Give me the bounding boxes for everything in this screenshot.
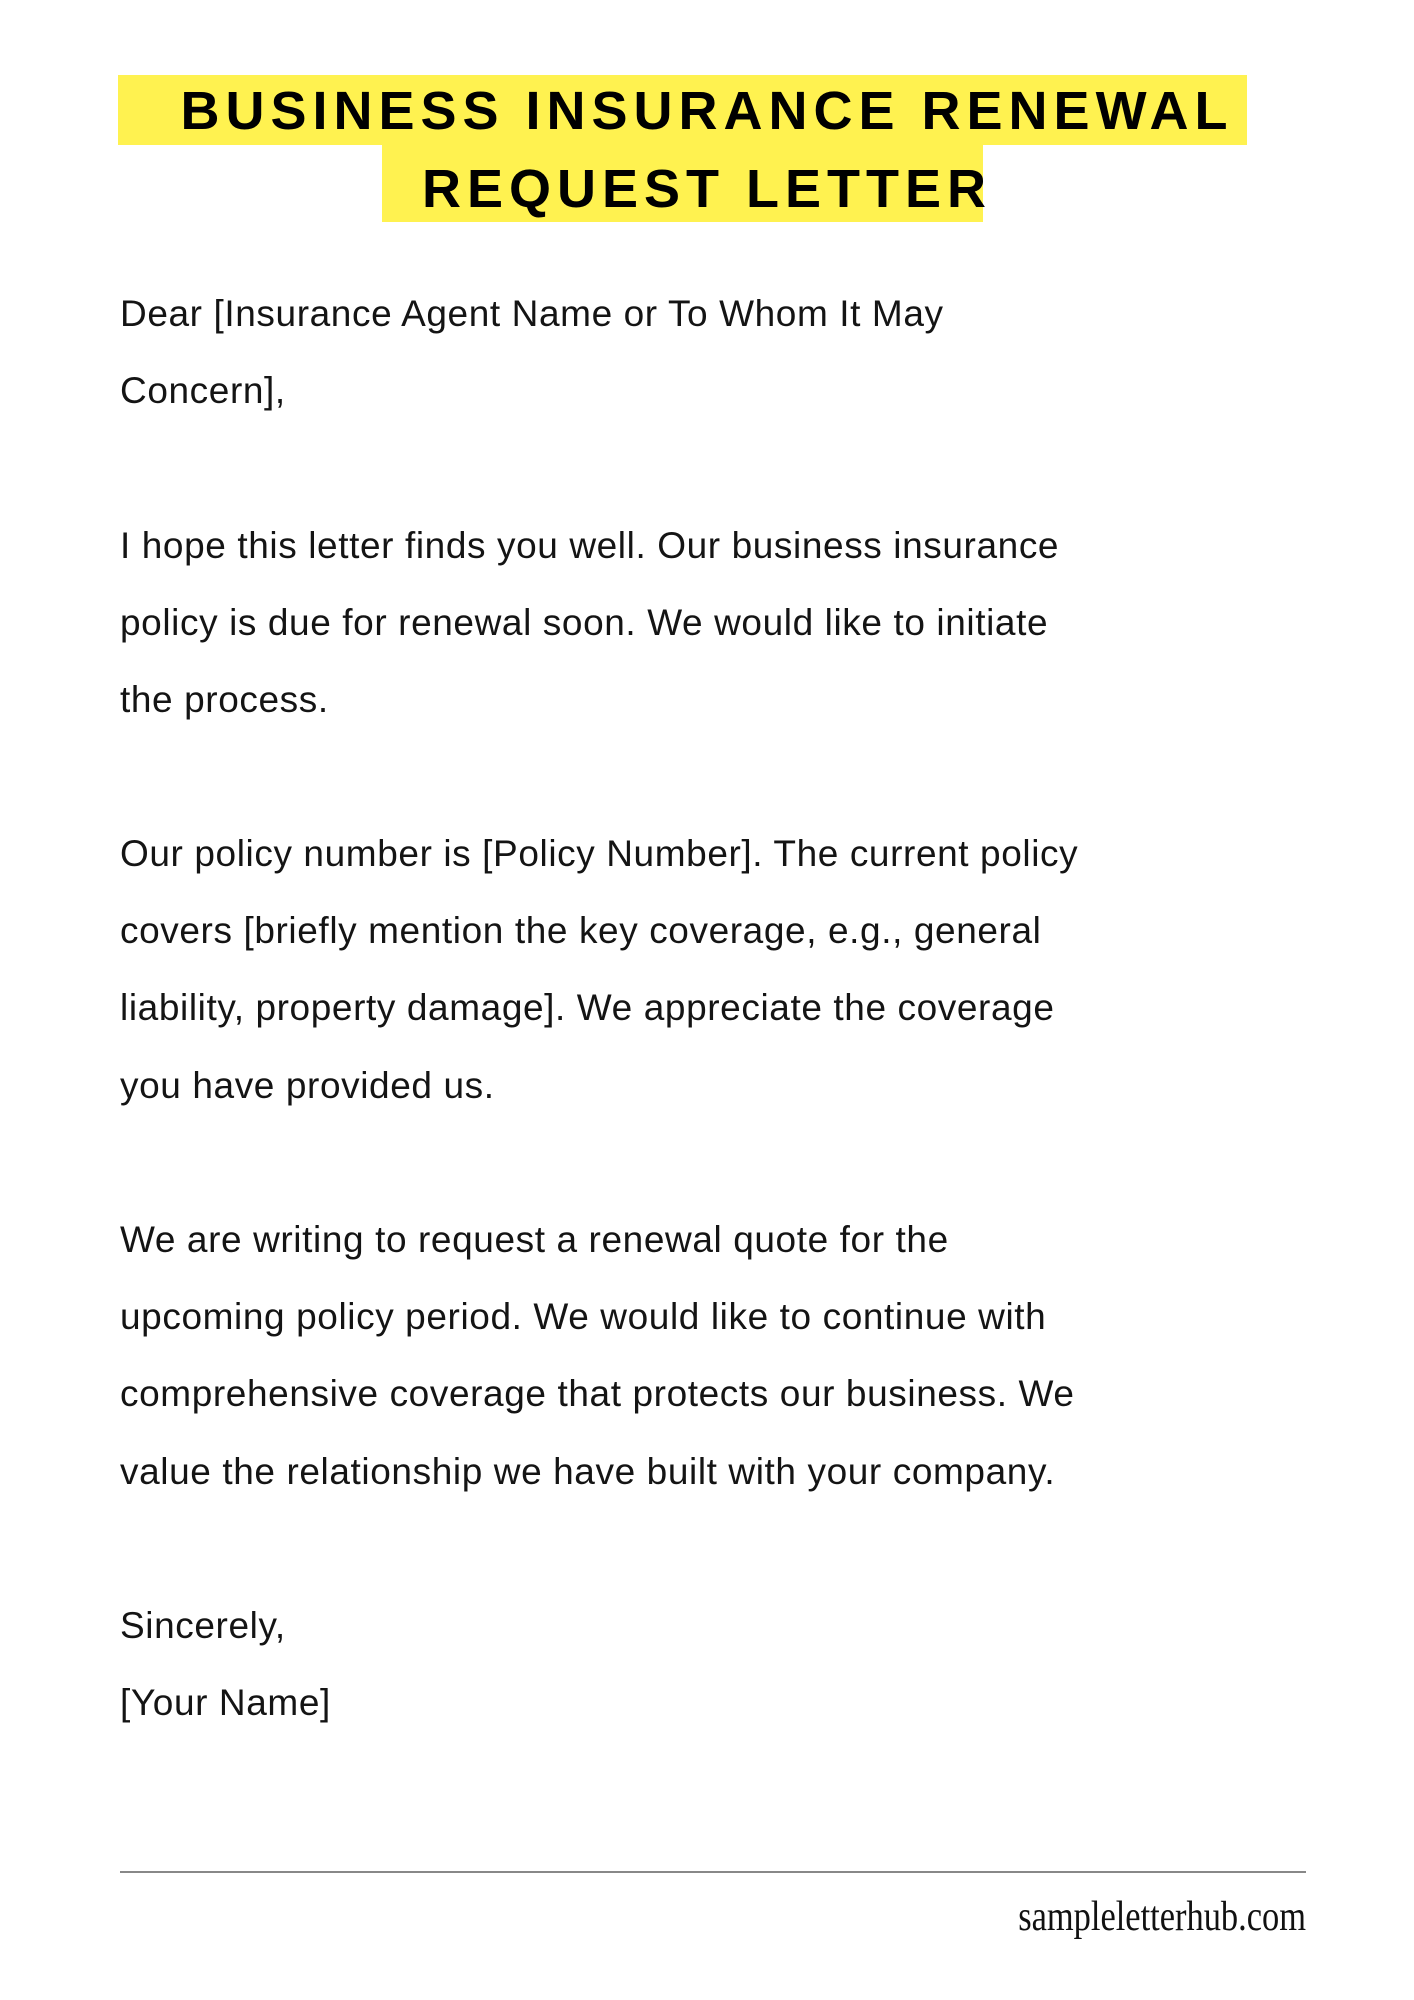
salutation: Dear [Insurance Agent Name or To Whom It May <box>120 293 944 334</box>
paragraph-2: liability, property damage]. We appreciate the coverage <box>120 987 1055 1028</box>
paragraph-2: you have provided us. <box>120 1065 495 1106</box>
paragraph-3: upcoming policy period. We would like to continue with <box>120 1296 1047 1337</box>
paragraph-1: I hope this letter finds you well. Our business insurance <box>120 525 1060 566</box>
paragraph-1: policy is due for renewal soon. We would like to initiate <box>120 602 1049 643</box>
footer-site: sampleletterhub.com <box>1018 1894 1306 1940</box>
page-title-line-2: REQUEST LETTER <box>421 159 993 219</box>
paragraph-3: value the relationship we have built with your company. <box>120 1451 1056 1492</box>
paragraph-3: comprehensive coverage that protects our business. We <box>120 1373 1075 1414</box>
page-title-line-1: BUSINESS INSURANCE RENEWAL <box>180 81 1234 141</box>
footer-divider <box>120 1871 1306 1873</box>
paragraph-2: Our policy number is [Policy Number]. The current policy <box>120 833 1079 874</box>
paragraph-1: the process. <box>120 679 329 720</box>
paragraph-2: covers [briefly mention the key coverage, e.g., general <box>120 910 1042 951</box>
signature-name: [Your Name] <box>120 1682 331 1723</box>
closing: Sincerely, <box>120 1605 286 1646</box>
salutation: Concern], <box>120 370 286 411</box>
paragraph-3: We are writing to request a renewal quote for the <box>120 1219 949 1260</box>
